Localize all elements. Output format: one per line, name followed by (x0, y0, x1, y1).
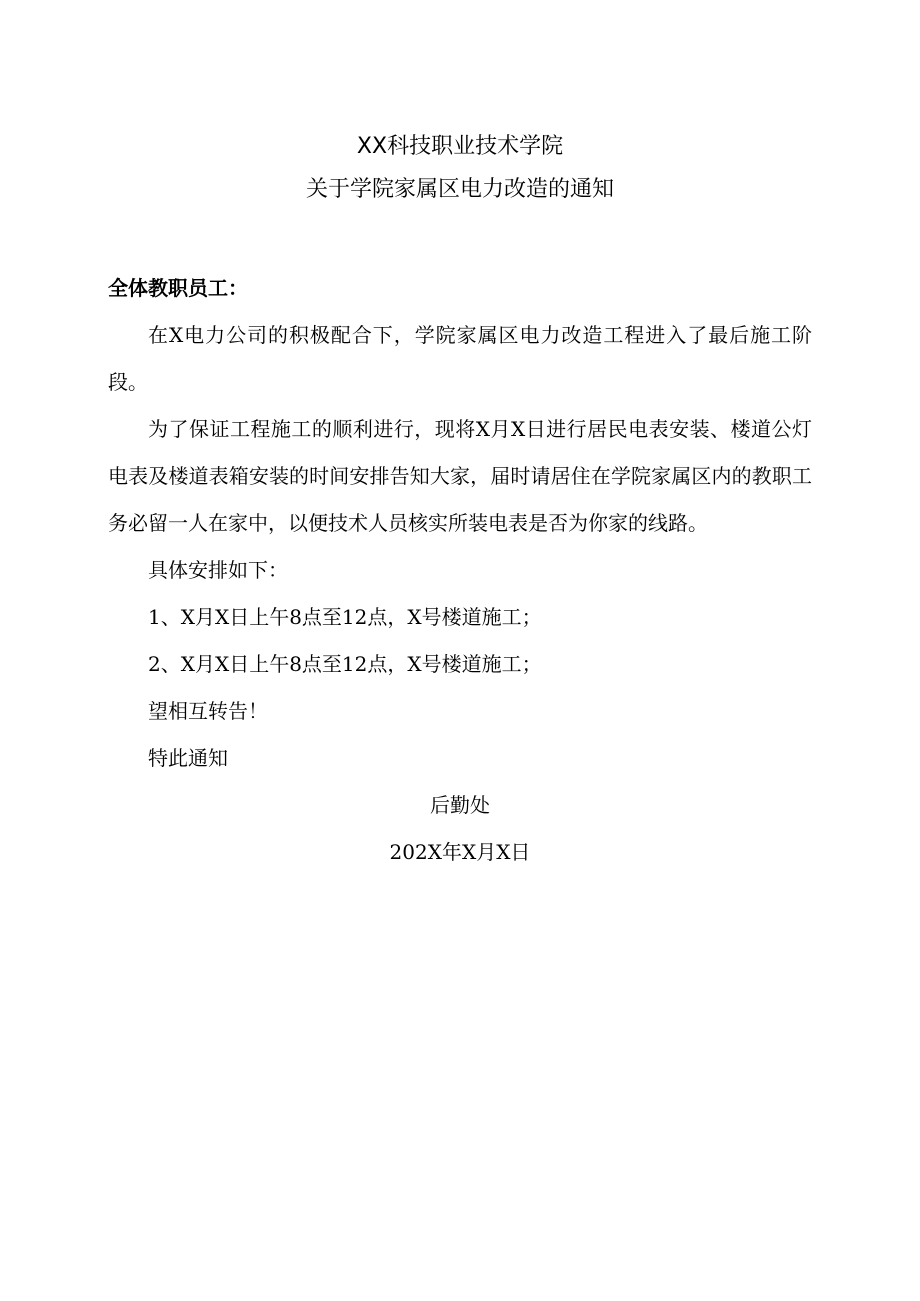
document-body (108, 265, 812, 876)
schedule-item-2: 2、X月X日上午8点至12点，X号楼道施工； (148, 652, 542, 676)
document-title (0, 125, 920, 211)
salutation: 全体教职员工： (108, 276, 248, 300)
title-institution: XX科技职业技术学院 (356, 134, 564, 159)
signer: 后勤处 (430, 793, 490, 817)
paragraph-purpose: 为了保证工程施工的顺利进行，现将X月X日进行居民电表安装、楼道公灯电表及楼道表箱安装的时间安排告知大家，届时请居住在学院家属区内的教职工务必留一人在家中，以便技术人员核实所装电表是否为你家的线路。 (108, 417, 812, 535)
paragraph-intro: 在X电力公司的积极配合下，学院家属区电力改造工程进入了最后施工阶段。 (108, 323, 812, 394)
schedule-intro: 具体安排如下： (148, 558, 288, 582)
issue-date: 202X年X月X日 (389, 840, 531, 864)
closing-remark: 望相互转告！ (148, 699, 268, 723)
schedule-item-1: 1、X月X日上午8点至12点，X号楼道施工； (148, 605, 542, 629)
title-subject: 关于学院家属区电力改造的通知 (305, 177, 614, 202)
closing-notice: 特此通知 (148, 746, 228, 770)
